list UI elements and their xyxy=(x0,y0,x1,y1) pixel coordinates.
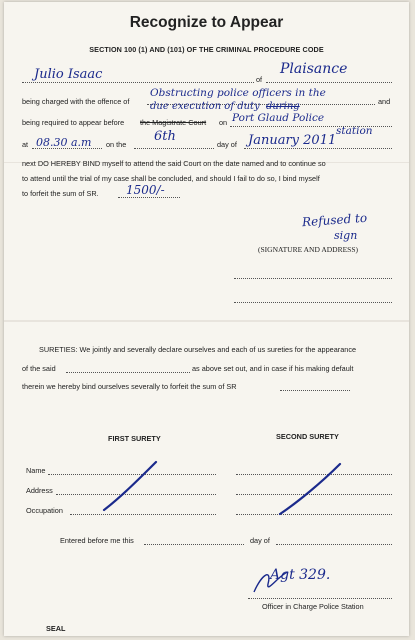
bind-text-2: to attend until the trial of my case shall be concluded, and should I fail to do so, I bind myself xyxy=(22,174,320,183)
on-the-label: on the xyxy=(106,140,127,149)
form-title: Recognize to Appear xyxy=(129,14,284,31)
handwritten-name: Julio Isaac xyxy=(34,67,103,82)
first-name-label: Name xyxy=(26,466,46,475)
and-label: and xyxy=(378,97,391,106)
handwritten-offence-2: due execution of duty xyxy=(150,101,260,112)
entered-day-line xyxy=(144,544,244,545)
handwritten-month-year: January 2011 xyxy=(248,133,337,148)
day-of-label: day of xyxy=(217,140,237,149)
at-label: at xyxy=(22,140,29,149)
second-surety-cancel-stroke xyxy=(280,464,340,514)
on-label: on xyxy=(219,118,228,127)
appear-label: being required to appear before xyxy=(22,118,125,127)
signature-caption: (SIGNATURE AND ADDRESS) xyxy=(258,245,359,254)
entered-month-line xyxy=(276,544,392,545)
handwritten-refusal-1: Refused to xyxy=(301,210,368,230)
handwritten-place: Plaisance xyxy=(280,61,348,77)
officer-caption: Officer in Charge Police Station xyxy=(262,602,364,611)
sureties-text-2a: of the said xyxy=(22,364,56,373)
first-surety-cancel-stroke xyxy=(104,462,156,510)
handwritten-appear-place-1: Port Glaud Police xyxy=(232,112,325,124)
first-address-label: Address xyxy=(26,486,53,495)
handwritten-sum: 1500/- xyxy=(126,183,165,197)
forfeit-label: to forfeit the sum of SR. xyxy=(22,189,99,198)
seal-label: SEAL xyxy=(46,624,66,633)
handwritten-day: 6th xyxy=(154,129,176,144)
handwritten-appear-place-2: station xyxy=(336,125,373,137)
sureties-text-2b: as above set out, and in case if his making default xyxy=(192,364,354,373)
entered-label: Entered before me this xyxy=(60,536,134,545)
of-label: of xyxy=(256,75,263,84)
handwritten-offence-1: Obstructing police officers in the xyxy=(150,87,326,99)
second-surety-heading: SECOND SURETY xyxy=(276,432,339,441)
handwritten-officer-signature: Agt 329. xyxy=(270,567,331,583)
first-surety-heading: FIRST SURETY xyxy=(108,434,161,443)
officer-signature-line xyxy=(248,598,392,599)
handwritten-struck-word: during xyxy=(266,101,300,112)
entered-day-of-label: day of xyxy=(250,536,270,545)
handwritten-refusal-2: sign xyxy=(334,229,358,242)
recognizance-form xyxy=(4,2,409,636)
bind-text-1: next DO HEREBY BIND myself to attend the said Court on the date named and to continue so xyxy=(22,159,326,168)
sureties-text-1: SURETIES: We jointly and severally declare ourselves and each of us sureties for the appearance xyxy=(39,345,357,354)
handwritten-time: 08.30 a.m xyxy=(36,136,92,149)
form-subtitle: SECTION 100 (1) AND (101) OF THE CRIMINAL PROCEDURE CODE xyxy=(89,45,324,54)
offence-label: being charged with the offence of xyxy=(22,97,130,106)
struck-court-label: the Magistrate Court xyxy=(140,118,207,127)
sureties-text-3: therein we hereby bind ourselves severally to forfeit the sum of SR xyxy=(22,382,237,391)
first-occupation-label: Occupation xyxy=(26,506,63,515)
